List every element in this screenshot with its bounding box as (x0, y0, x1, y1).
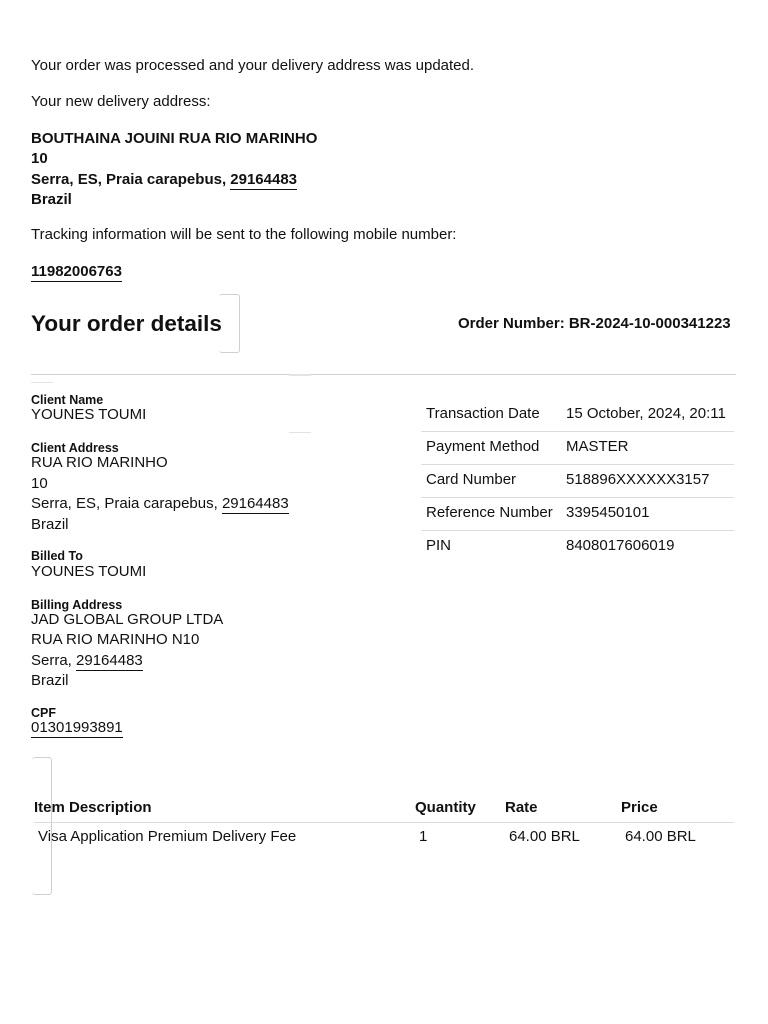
billing-address-line-2: RUA RIO MARINHO N10 (31, 631, 200, 648)
items-header-divider (34, 822, 734, 823)
item-description: Visa Application Premium Delivery Fee (38, 828, 297, 845)
billing-address-line-1: JAD GLOBAL GROUP LTDA (31, 611, 224, 628)
billing-postal-code-link[interactable]: 29164483 (76, 652, 143, 669)
transaction-field-label: PIN (426, 537, 452, 554)
postal-code-link[interactable]: 29164483 (230, 171, 298, 188)
item-price: 64.00 BRL (625, 828, 696, 845)
transaction-field-label: Card Number (426, 471, 517, 488)
billing-address-line-3 (31, 651, 143, 672)
mobile-number-link[interactable]: 11982006763 (31, 263, 122, 280)
transaction-field-value: 3395450101 (566, 504, 650, 521)
transaction-field-value: 518896XXXXXX3157 (566, 471, 710, 488)
order-processed-message: Your order was processed and your delivery address was updated. (31, 57, 475, 74)
transaction-field-label: Payment Method (426, 438, 540, 455)
transaction-row (421, 399, 734, 432)
address-country: Brazil (31, 191, 72, 208)
billing-city: Serra, (31, 652, 77, 669)
client-address-line-3 (31, 494, 289, 515)
new-address-label: Your new delivery address: (31, 93, 211, 110)
billing-address-label: Billing Address (31, 598, 123, 612)
divider-tick (289, 432, 311, 433)
items-bracket-decoration (32, 757, 52, 895)
client-name: YOUNES TOUMI (31, 406, 147, 423)
order-number: Order Number: BR-2024-10-000341223 (458, 315, 731, 332)
item-quantity: 1 (419, 828, 428, 845)
client-postal-code-link[interactable]: 29164483 (221, 495, 289, 512)
transaction-row (421, 465, 734, 498)
address-line-2: 10 (31, 150, 48, 167)
transaction-row (421, 498, 734, 531)
billed-to-label: Billed To (31, 549, 83, 563)
billed-to-name: YOUNES TOUMI (31, 563, 147, 580)
column-header-price: Price (621, 799, 658, 816)
order-details-heading: Your order details (31, 311, 222, 336)
transaction-row (421, 432, 734, 465)
divider-tick (31, 382, 53, 383)
address-line-1: BOUTHAINA JOUINI RUA RIO MARINHO (31, 130, 318, 147)
billing-address-country: Brazil (31, 672, 69, 689)
client-address-label: Client Address (31, 441, 119, 455)
transaction-field-value: MASTER (566, 438, 629, 455)
client-city-region: Serra, ES, Praia carapebus, (31, 495, 222, 512)
column-header-rate: Rate (505, 799, 538, 816)
transaction-field-label: Reference Number (426, 504, 553, 521)
divider-tick (289, 374, 311, 376)
transaction-field-value: 15 October, 2024, 20:11 (566, 405, 726, 422)
transaction-field-label: Transaction Date (426, 405, 540, 422)
address-city-region: Serra, ES, Praia carapebus, (31, 171, 231, 188)
client-address-line-1: RUA RIO MARINHO (31, 454, 168, 471)
heading-bracket-decoration (219, 294, 240, 353)
address-line-3 (31, 171, 297, 189)
client-name-label: Client Name (31, 393, 104, 407)
client-address-country: Brazil (31, 516, 69, 533)
tracking-info-text: Tracking information will be sent to the following mobile number: (31, 226, 457, 243)
section-divider (31, 374, 736, 375)
column-header-description: Item Description (34, 799, 152, 816)
cpf-number-link[interactable]: 01301993891 (31, 719, 123, 736)
column-header-quantity: Quantity (415, 799, 476, 816)
cpf-label: CPF (31, 706, 56, 720)
item-rate: 64.00 BRL (509, 828, 580, 845)
transaction-field-value: 8408017606019 (566, 537, 675, 554)
client-address-line-2: 10 (31, 475, 48, 492)
transaction-row (421, 531, 734, 561)
